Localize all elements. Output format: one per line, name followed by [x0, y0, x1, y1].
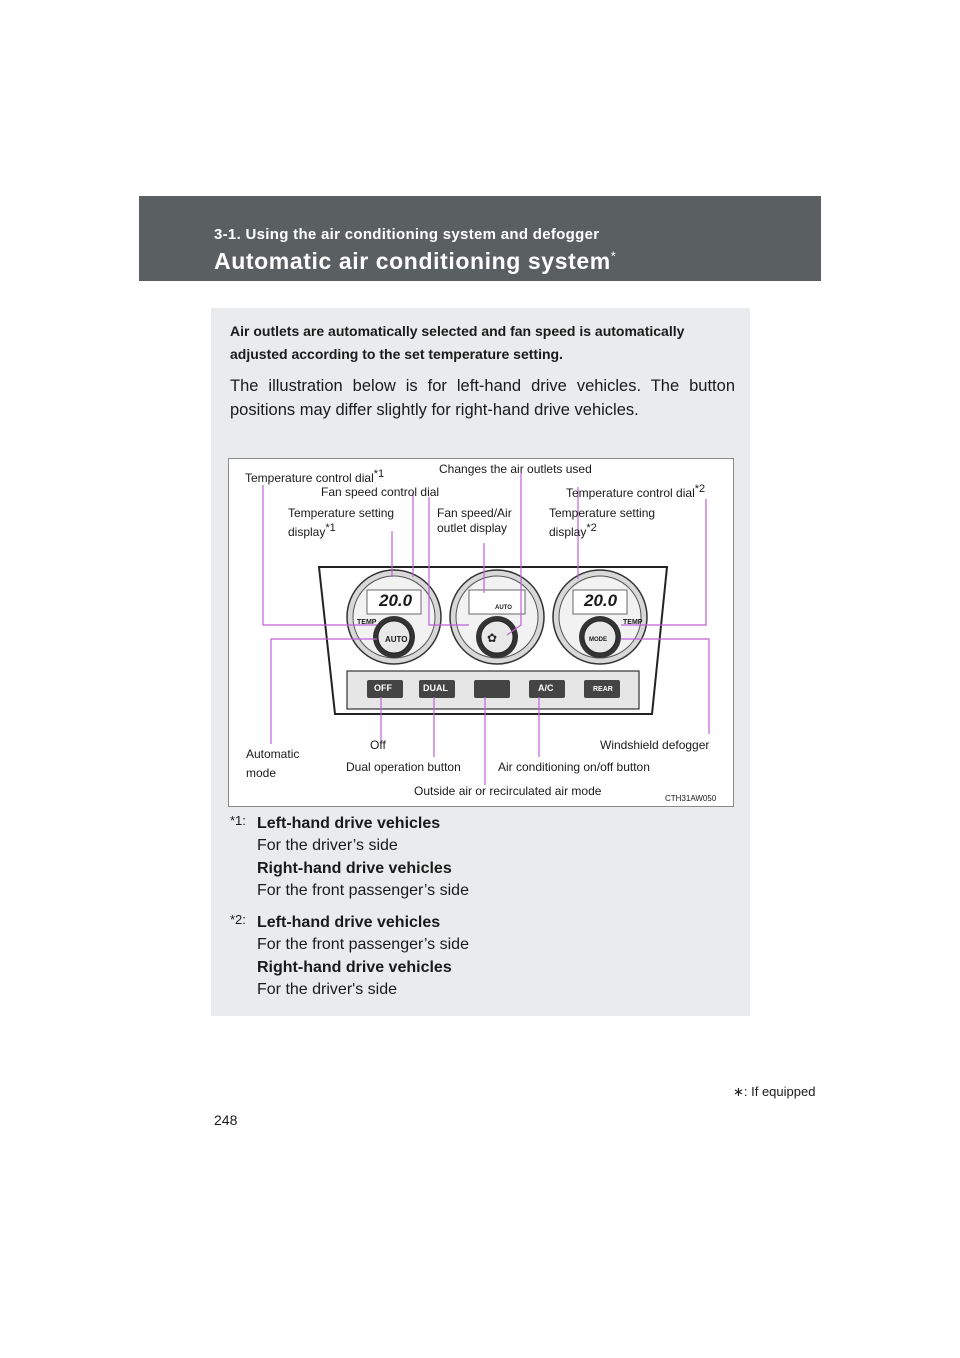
page-title-text: Automatic air conditioning system	[214, 248, 611, 274]
auto-button-text: AUTO	[385, 635, 408, 644]
note-1-mark: *1:	[230, 813, 246, 828]
label-temp-dial-1-mark: *1	[373, 468, 385, 480]
label-outside-air: Outside air or recirculated air mode	[414, 784, 602, 798]
off-button-text: OFF	[374, 683, 392, 693]
label-ac-on-off: Air conditioning on/off button	[498, 760, 650, 774]
label-temp-dial-1	[245, 467, 384, 486]
label-temp-dial-1-text: Temperature control dial	[245, 471, 374, 485]
left-temp-tag: TEMP	[357, 619, 377, 626]
dual-button-text: DUAL	[423, 683, 448, 693]
note-2-line-2: For the front passenger’s side	[257, 936, 469, 953]
label-fan-outlet-display	[437, 506, 512, 536]
right-temp-readout: 20.0	[584, 591, 618, 610]
label-temp-display-1-line2: display	[288, 525, 326, 539]
label-fan-speed-dial: Fan speed control dial	[321, 485, 440, 499]
center-dial	[450, 570, 544, 664]
note-1-line-1: Left-hand drive vehicles	[257, 815, 441, 832]
label-fan-outlet-display-line2: outlet display	[437, 521, 508, 535]
control-panel-illustration	[228, 458, 734, 807]
mode-button-text: MODE	[589, 637, 607, 643]
if-equipped-footnote: ∗: If equipped	[733, 1084, 816, 1099]
label-temp-display-2	[549, 506, 655, 540]
right-temp-tag: TEMP	[623, 619, 643, 626]
svg-text:✿: ✿	[487, 631, 498, 645]
note-2-line-4: For the driver's side	[257, 981, 397, 998]
note-1-line-2: For the driver’s side	[257, 837, 398, 854]
content-panel	[211, 308, 750, 1016]
label-temp-display-1	[288, 506, 394, 540]
left-temp-readout: 20.0	[379, 591, 413, 610]
note-2-mark: *2:	[230, 912, 246, 927]
if-equipped-mark: *	[610, 248, 617, 264]
label-temp-display-2-line2: display	[549, 525, 587, 539]
note-2-line-1: Left-hand drive vehicles	[257, 914, 441, 931]
label-windshield-defogger: Windshield defogger	[600, 738, 710, 752]
label-temp-dial-2-mark: *2	[694, 483, 706, 495]
label-automatic-mode	[246, 745, 299, 783]
label-temp-dial-2	[566, 482, 705, 501]
label-off: Off	[370, 738, 386, 752]
figure-code: CTH31AW050	[665, 794, 717, 803]
label-automatic-line2: mode	[246, 766, 277, 780]
auto-indicator-text: AUTO	[495, 605, 512, 611]
intro-note: The illustration below is for left-hand drive vehicles. The button positions may differ slightly for right-hand drive vehicles.	[230, 377, 735, 419]
label-temp-display-1-line1: Temperature setting	[288, 506, 395, 520]
page-title	[214, 248, 616, 275]
rear-button-text: REAR	[593, 686, 613, 693]
label-changes-outlets: Changes the air outlets used	[439, 462, 592, 476]
chapter-header	[139, 196, 821, 281]
label-temp-display-2-line1: Temperature setting	[549, 506, 656, 520]
page-number: 248	[214, 1112, 238, 1128]
ac-button-text: A/C	[538, 683, 554, 693]
label-dual-operation: Dual operation button	[346, 760, 461, 774]
label-temp-display-2-mark: *2	[586, 522, 597, 534]
label-fan-outlet-display-line1: Fan speed/Air	[437, 506, 512, 520]
note-2-line-3: Right-hand drive vehicles	[257, 959, 452, 976]
label-automatic-line1: Automatic	[246, 747, 300, 761]
label-temp-dial-2-text: Temperature control dial	[566, 486, 695, 500]
recirc-button-shape	[474, 680, 510, 698]
note-1-line-3: Right-hand drive vehicles	[257, 860, 452, 877]
section-title: 3-1. Using the air conditioning system and defogger	[214, 226, 600, 243]
intro-summary: Air outlets are automatically selected and fan speed is automatically adjusted according to the set temperature setting.	[230, 323, 685, 362]
label-temp-display-1-mark: *1	[325, 522, 336, 534]
note-1-line-4: For the front passenger’s side	[257, 882, 469, 899]
